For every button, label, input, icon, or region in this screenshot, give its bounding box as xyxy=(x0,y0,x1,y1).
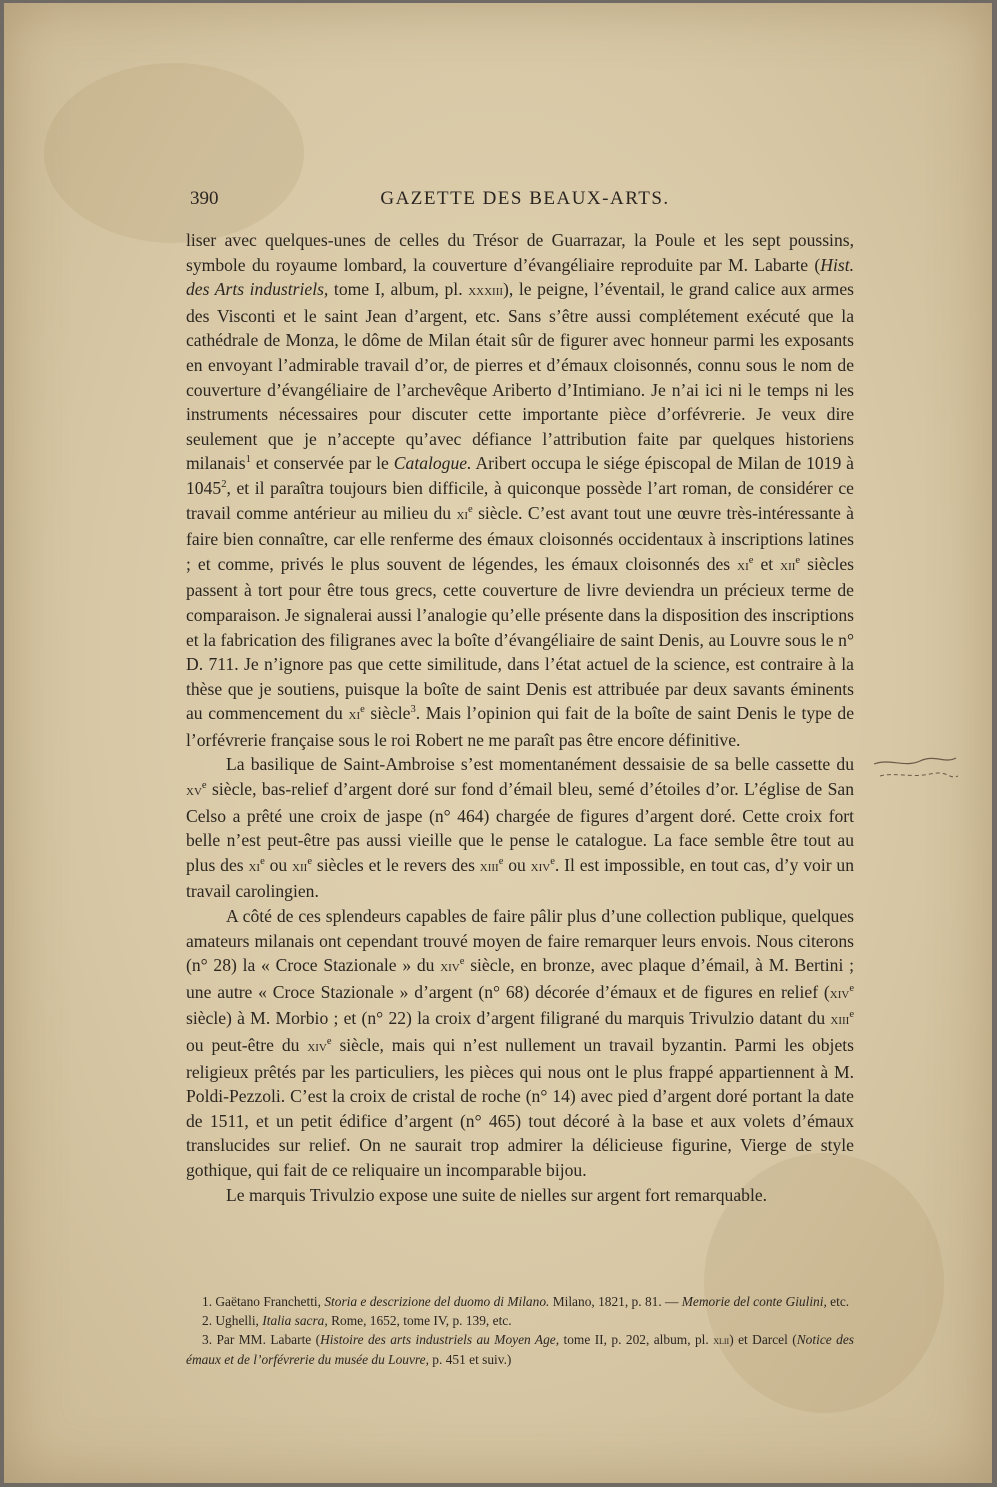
text-run: siècles et le revers des xyxy=(312,854,480,875)
text-run: Storia e descrizione del duomo di Milano. xyxy=(324,1294,550,1309)
text-run: siècle. C’est avant tout une œuvre très-intéressante à faire bien connaître, car elle renferme des émaux cloisonnés occidentaux à inscriptions latines ; et comme, privés le plus souvent de légendes, les émaux cloisonnés des xyxy=(186,502,854,574)
footnote-3 xyxy=(186,1330,854,1369)
footnote-1 xyxy=(186,1292,854,1311)
text-run: Notice des émaux et de l’orfévrerie du musée du Louvre, xyxy=(186,1332,854,1367)
text-run: Catalogue. xyxy=(393,453,472,474)
text-run: Le marquis Trivulzio expose une suite de nielles sur argent fort remarquable. xyxy=(226,1184,768,1205)
text-run: siècle xyxy=(364,703,411,724)
text-run: e xyxy=(748,554,754,566)
text-run: e xyxy=(795,554,801,566)
text-run: ou xyxy=(503,854,531,875)
text-run: 2. Ughelli, xyxy=(202,1313,263,1328)
text-run: et conservée par le xyxy=(250,453,394,474)
text-run: La basilique de Saint-Ambroise s’est momentanément dessaisie de sa belle cassette du xyxy=(226,754,854,775)
text-run: xi xyxy=(348,706,361,724)
text-run: e xyxy=(550,855,555,867)
paragraph xyxy=(186,1183,854,1208)
text-run: Italia sacra, xyxy=(262,1313,328,1328)
text-run: A côté de ces splendeurs capables de faire pâlir plus d’une collection publique, quelques amateurs milanais ont cependant trouvé moyen de faire remarquer leurs envois. Nous citerons (n° 28) la « Croce Stazionale » du xyxy=(186,906,854,976)
text-run: siècle, bas-relief d’argent doré sur fond d’émail bleu, semé d’étoiles d’or. L’église de San Celso a prêté une croix de jaspe (n° 464) chargée de figures d’argent doré. Cette croix fort belle n’est peut-être pas aussi vieille que le pense le catalogue. La face semble être tout au plus des xyxy=(186,779,854,875)
text-run: Rome, 1652, tome IV, p. 139, etc. xyxy=(327,1313,512,1328)
running-title: GAZETTE DES BEAUX-ARTS. xyxy=(380,188,670,209)
text-run: xlii xyxy=(713,1333,730,1347)
text-run: Memorie del conte Giulini, xyxy=(681,1294,827,1309)
text-run: e xyxy=(360,704,365,716)
text-run: Milano, 1821, p. 81. — xyxy=(549,1294,682,1309)
text-run: xi xyxy=(456,505,469,523)
text-run: 1. Gaëtano Franchetti, xyxy=(202,1294,325,1309)
text-run: xiv xyxy=(530,857,551,875)
page-number: 390 xyxy=(190,188,219,209)
text-run: e xyxy=(849,982,854,994)
text-run: siècle) à M. Morbio ; et (n° 22) la croix d’argent filigrané du marquis Trivulzio datant du xyxy=(186,1008,831,1029)
text-run: 1 xyxy=(245,454,251,466)
text-run: ), le peigne, l’éventail, le grand calice aux armes des Visconti et le saint Jean d’argent, etc. Sans s’être aussi complétement exécuté que la cathédrale de Monza, le dôme de Milan était sûr de figurer avec honneur parmi les exposants en envoyant l’admirable travail d’or, de pierres et d’émaux cloisonnés, connu sous le nom de couverture d’évangéliaire de l’archevêque Ariberto d’Intimiano. Je n’ai ici ni le temps ni les instruments nécessaires pour discuter cette importante pièce d’orfévrerie. Je veux dire seulement que je n’accepte qu’avec défiance l’attribution faite par quelques historiens milanais xyxy=(186,279,855,474)
text-run: ou xyxy=(264,854,293,875)
text-run: xv xyxy=(186,782,202,800)
footnote-2 xyxy=(186,1311,854,1330)
text-run: e xyxy=(468,503,473,515)
article-body xyxy=(186,228,854,1207)
text-run: 3 xyxy=(410,704,416,716)
paragraph xyxy=(186,904,854,1183)
text-run: ) et Darcel ( xyxy=(729,1332,797,1347)
text-run: etc. xyxy=(826,1294,850,1309)
text-run: xii xyxy=(292,857,308,875)
paragraph xyxy=(186,228,854,752)
footnotes xyxy=(186,1292,854,1369)
text-run: tome I, album, pl. xyxy=(328,279,469,300)
text-run: xxxiii xyxy=(468,282,504,300)
text-run: xii xyxy=(780,556,796,574)
text-run: xiii xyxy=(479,857,499,875)
text-run: Aribert occupa le siége épiscopal de Milan de 1019 à 1045 xyxy=(186,453,854,498)
text-run: . Mais l’opinion qui fait de la boîte de saint Denis le type de l’orfévrerie française sous le roi Robert ne me paraît pas être encore définitive. xyxy=(186,703,855,750)
pencil-mark xyxy=(870,752,960,792)
text-run: Histoire des arts industriels au Moyen Age, xyxy=(320,1332,560,1347)
text-run: et xyxy=(753,553,781,574)
text-run: xiv xyxy=(829,984,850,1002)
text-run: e xyxy=(849,1009,854,1021)
text-run: siècle, en bronze, avec plaque d’émail, à M. Bertini ; une autre « Croce Stazionale » d’argent (n° 68) décorée d’émaux et de figures en relief ( xyxy=(186,955,854,1002)
text-run: 2 xyxy=(221,479,227,491)
text-run: xiii xyxy=(830,1011,850,1029)
page-header xyxy=(190,188,860,218)
text-run: siècle, mais qui n’est nullement un travail byzantin. Parmi les objets religieux prêtés par les particuliers, les pièces qui nous ont le plus frappé appartiennent à M. Poldi-Pezzoli. C’est la croix de cristal de roche (n° 14) avec pied d’argent doré portant la date de 1511, et un petit édifice d’argent (n° 465) tout décoré à la base et aux volets d’émaux translucides sur relief. On ne saurait trop admirer la délicieuse figurine, Vierge de style gothique, qui fait de ce reliquaire un incomparable bijou. xyxy=(186,1035,854,1180)
text-run: xiv xyxy=(440,958,460,976)
text-run: . Il est impossible, en tout cas, d’y voir un travail carolingien. xyxy=(186,854,855,902)
text-run: tome II, p. 202, album, pl. xyxy=(559,1332,714,1347)
text-run: , et il paraîtra toujours bien difficile, à quiconque possède l’art roman, de considérer ce travail comme antérieur au milieu du xyxy=(186,477,854,523)
text-run: e xyxy=(307,855,313,867)
text-run: xi xyxy=(737,556,749,574)
text-run: e xyxy=(260,855,265,867)
text-run: Hist. des Arts industriels, xyxy=(186,254,854,300)
text-run: xi xyxy=(248,857,261,875)
text-run: e xyxy=(201,780,207,792)
text-run: e xyxy=(459,956,465,968)
text-run: xiv xyxy=(307,1038,327,1055)
paragraph xyxy=(186,752,854,904)
text-run: liser avec quelques-unes de celles du Trésor de Guarrazar, la Poule et les sept poussins, symbole du royaume lombard, la couverture d’évangéliaire reproduite par M. Labarte ( xyxy=(186,230,854,275)
text-run: ou peut-être du xyxy=(186,1035,308,1055)
text-run: e xyxy=(326,1036,332,1048)
text-run: e xyxy=(498,855,504,867)
text-run: 3. Par MM. Labarte ( xyxy=(202,1332,321,1347)
text-run: siècles passent à tort pour être tous grecs, cette couverture de livre deviendra un précieux terme de comparaison. Je signalerai aussi l’analogie qu’elle présente dans la disposition des inscriptions et la fabrication des filigranes avec la boîte d’évangéliaire de saint Denis, au Louvre sous le n° D. 711. Je n’ignore pas que cette similitude, dans l’état actuel de la science, est contraire à la thèse que je soutiens, puisque la boîte de saint Denis est attribuée par deux savants éminents au commencement du xyxy=(186,553,854,724)
text-run: p. 451 et suiv.) xyxy=(428,1352,512,1367)
